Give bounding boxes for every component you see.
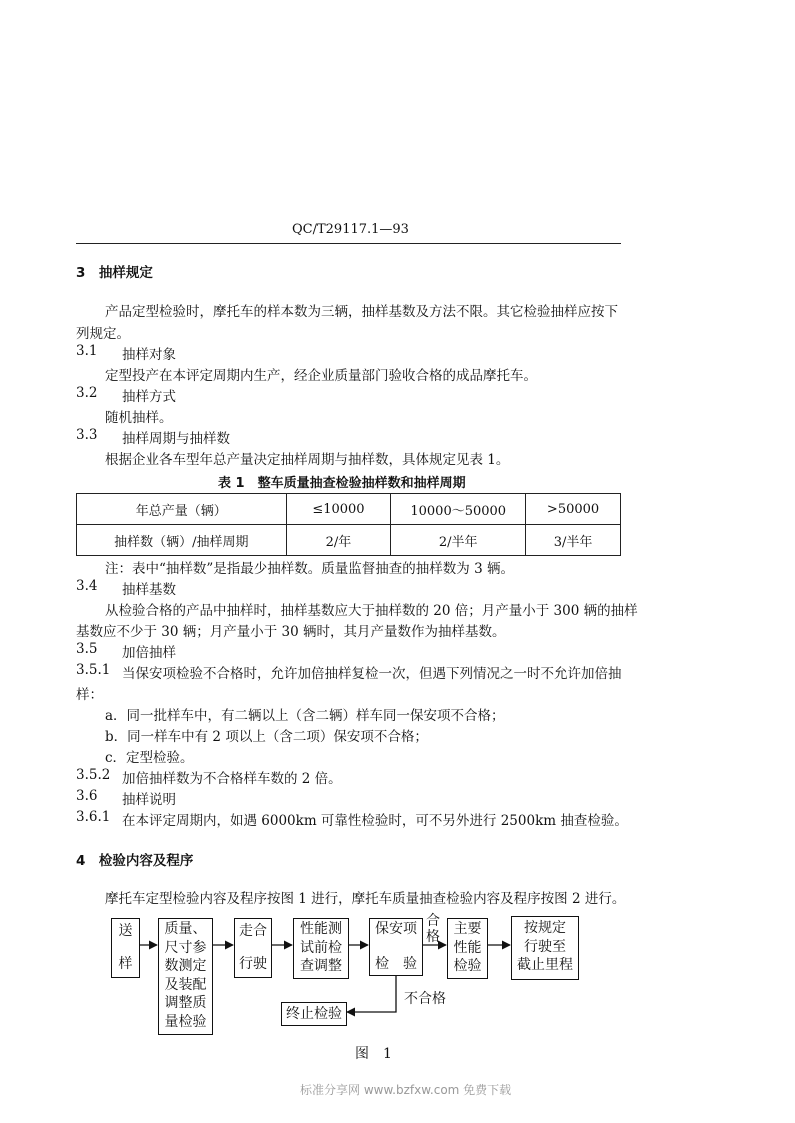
box-text: 性能	[453, 939, 482, 956]
s32-title: 抽样方式	[122, 389, 176, 405]
table-cell: 10000～50000	[391, 494, 526, 525]
sec4-text: 摩托车定型检验内容及程序按图 1 进行，摩托车质量抽查检验内容及程序按图 2 进行。	[105, 891, 626, 907]
box-text: 检验	[453, 958, 482, 974]
table-cell: 2/年	[286, 525, 391, 556]
table-row	[77, 494, 621, 525]
s31-title: 抽样对象	[122, 347, 176, 363]
box-text: 行驶	[239, 956, 267, 972]
box-text: 主要	[453, 921, 482, 937]
s361-text: 在本评定周期内，如遇 6000km 可靠性检验时，可不另外进行 2500km 抽查检验。	[122, 813, 628, 829]
box-text: 尺寸参	[164, 939, 207, 956]
box-text: 截止里程	[517, 957, 573, 973]
s34-number: 3.4	[76, 578, 98, 594]
box-text: 数测定	[164, 958, 207, 974]
flow-box-run-in	[234, 918, 272, 978]
fail-label: 不合格	[404, 991, 446, 1007]
flow-box-safety-check	[369, 918, 423, 976]
box-text: 检 验	[375, 956, 417, 972]
s32-text: 随机抽样。	[105, 410, 173, 426]
table-cell: ≤10000	[286, 494, 391, 525]
table-row	[77, 525, 621, 556]
box-text: 性能测	[300, 921, 342, 937]
s352-text: 加倍抽样数为不合格样车数的 2 倍。	[122, 771, 342, 787]
table-cell: 3/半年	[526, 525, 621, 556]
box-text: 走合	[239, 923, 267, 939]
table1-note: 注：表中“抽样数”是指最少抽样数。质量监督抽查的抽样数为 3 辆。	[105, 561, 514, 577]
box-text: 按规定	[524, 920, 566, 936]
table-cell: 抽样数（辆）/抽样周期	[77, 525, 287, 556]
list-item-a: a．同一批样车中，有二辆以上（含二辆）样车同一保安项不合格；	[105, 708, 505, 724]
table-1	[76, 493, 621, 556]
list-item-b: b．同一样车中有 2 项以上（含二项）保安项不合格；	[105, 729, 428, 745]
box-text: 质量、	[164, 921, 207, 937]
s351-line2: 样：	[76, 687, 103, 703]
figure-caption: 图 1	[355, 1046, 392, 1062]
section-4-heading: 4 检验内容及程序	[76, 853, 194, 869]
box-text: 终止检验	[286, 1006, 342, 1022]
flow-box-send-sample	[111, 918, 140, 978]
s34-line1: 从检验合格的产品中抽样时，抽样基数应大于抽样数的 20 倍；月产量小于 300 辆的抽样	[105, 603, 638, 619]
box-text: 保安项	[375, 921, 417, 937]
s32-number: 3.2	[76, 385, 98, 401]
box-text: 调整质	[164, 995, 207, 1011]
flow-box-pretest-adjust	[293, 918, 349, 979]
table-cell: 2/半年	[391, 525, 526, 556]
sec3-paragraph-line2: 列规定。	[76, 326, 130, 342]
flow-box-quality-check	[158, 918, 213, 1035]
section-3-heading: 3 抽样规定	[76, 265, 153, 281]
s33-text: 根据企业各车型年总产量决定抽样周期与抽样数，具体规定见表 1。	[105, 452, 510, 468]
s352-number: 3.5.2	[76, 767, 111, 783]
box-text: 及装配	[164, 976, 207, 993]
box-text: 试前检	[300, 939, 342, 956]
sec3-paragraph-line1: 产品定型检验时，摩托车的样本数为三辆，抽样基数及方法不限。其它检验抽样应按下	[105, 304, 618, 320]
s34-line2: 基数应不少于 30 辆；月产量小于 30 辆时，其月产量数作为抽样基数。	[76, 624, 506, 640]
s35-number: 3.5	[76, 641, 98, 657]
s31-number: 3.1	[76, 343, 98, 359]
table1-caption: 表 1 整车质量抽查检验抽样数和抽样周期	[218, 476, 466, 491]
table-cell: >50000	[526, 494, 621, 525]
s36-number: 3.6	[76, 788, 98, 804]
header-rule	[76, 243, 621, 244]
doc-code-header: QC/T29117.1—93	[292, 222, 409, 237]
s35-title: 加倍抽样	[122, 645, 176, 661]
table-cell: 年总产量（辆）	[77, 494, 287, 525]
s351-line1: 当保安项检验不合格时，允许加倍抽样复检一次，但遇下列情况之一时不允许加倍抽	[122, 666, 622, 682]
flow-box-stop-inspection	[281, 1002, 347, 1026]
s351-number: 3.5.1	[76, 662, 111, 678]
pass-label-char: 合	[426, 913, 440, 929]
pass-label	[426, 913, 440, 945]
pass-label-char: 格	[426, 929, 440, 945]
s33-title: 抽样周期与抽样数	[122, 431, 230, 447]
s33-number: 3.3	[76, 427, 98, 443]
s36-title: 抽样说明	[122, 792, 176, 808]
box-text: 样	[118, 956, 133, 972]
flow-box-main-performance	[447, 918, 488, 979]
box-text: 行驶至	[524, 938, 566, 955]
s361-number: 3.6.1	[76, 809, 111, 825]
list-item-c: c．定型检验。	[105, 750, 194, 766]
box-text: 量检验	[164, 1013, 207, 1030]
box-text: 查调整	[300, 958, 342, 974]
s31-text: 定型投产在本评定周期内生产，经企业质量部门验收合格的成品摩托车。	[105, 368, 537, 384]
s34-title: 抽样基数	[122, 582, 176, 598]
arrow-safety-to-stop	[347, 974, 396, 1012]
flow-box-mileage-drive	[511, 916, 579, 980]
box-text: 送	[118, 923, 133, 939]
footer-watermark: 标准分享网 www.bzfxw.com 免费下载	[300, 1083, 512, 1097]
